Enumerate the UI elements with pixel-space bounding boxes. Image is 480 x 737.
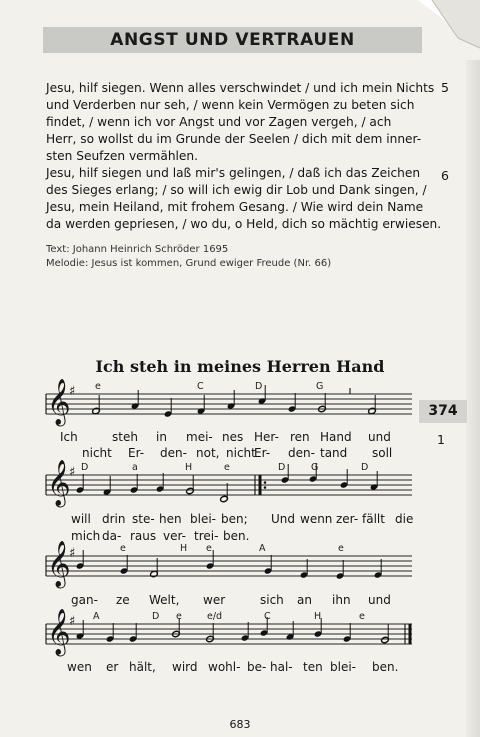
song-title: Ich steh in meines Herren Hand (95, 357, 385, 376)
lyric-syllable: gan- (71, 593, 98, 607)
chord-symbol: e (206, 543, 212, 554)
lyric-syllable: Her- (254, 430, 279, 444)
lyric-syllable: not, (196, 446, 220, 460)
lyric-syllable: ste- (132, 512, 155, 526)
verse-line: Jesu, hilf siegen. Wenn alles verschwindet / und ich mein Nichts (46, 81, 435, 95)
lyric-syllable: und (368, 593, 391, 607)
lyric-syllable: sich (260, 593, 284, 607)
chord-symbol: D (152, 611, 160, 622)
sharp-icon: ♯ (69, 384, 76, 399)
lyric-syllable: da- (102, 529, 122, 543)
chord-symbol: D (278, 462, 286, 473)
lyric-syllable: an (297, 593, 312, 607)
chord-symbol: C (264, 611, 271, 622)
chord-symbol: e (224, 462, 230, 473)
staff-system-3 (46, 556, 412, 576)
lyric-syllable: blei- (190, 512, 216, 526)
chord-symbol: e (338, 543, 344, 554)
lyric-syllable: trei- (194, 529, 219, 543)
lyric-syllable: steh (112, 430, 138, 444)
verse-line: Jesu, mein Heiland, mit frohem Gesang. / Wie wird dein Name (46, 200, 424, 214)
lyric-syllable: ben; (221, 512, 248, 526)
chord-symbol: D (255, 381, 263, 392)
lyric-syllable: wer (203, 593, 226, 607)
lyric-syllable: blei- (330, 660, 356, 674)
lyric-syllable: Und (271, 512, 296, 526)
lyric-syllable: soll (372, 446, 393, 460)
lyric-syllable: fällt (362, 512, 385, 526)
chord-symbol: C (197, 381, 204, 392)
staff-system-2 (46, 475, 412, 495)
melody-credit: Melodie: Jesus ist kommen, Grund ewiger Freude (Nr. 66) (46, 258, 332, 269)
lyric-syllable: mei- (186, 430, 213, 444)
lyric-syllable: nes (222, 430, 244, 444)
lyric-syllable: wird (172, 660, 198, 674)
verse-number: 5 (441, 80, 449, 95)
verse-line: Jesu, hilf siegen und laß mir's gelingen, / daß ich das Zeichen (46, 166, 421, 180)
chord-symbol: e (120, 543, 126, 554)
verse-line: da werden gepriesen, / wo du, o Held, dich so mächtig erwiesen. (46, 217, 442, 231)
verse-line: sten Seufzen vermählen. (46, 149, 199, 163)
lyric-syllable: tand (320, 446, 348, 460)
sharp-icon: ♯ (69, 614, 76, 629)
lyric-syllable: nicht (82, 446, 112, 460)
treble-clef-icon: 𝄞 (47, 379, 71, 425)
lyric-syllable: wohl- (208, 660, 241, 674)
lyric-syllable: die (395, 512, 414, 526)
lyric-syllable: ihn (332, 593, 351, 607)
chord-symbol: A (259, 543, 266, 554)
lyric-syllable: ben. (223, 529, 250, 543)
staff-system-4 (46, 624, 412, 644)
chord-symbol: a (132, 462, 138, 473)
treble-clef-icon: 𝄞 (47, 541, 71, 587)
treble-clef-icon: 𝄞 (47, 609, 71, 655)
lyric-syllable: raus (130, 529, 157, 543)
lyric-syllable: Er- (254, 446, 271, 460)
verse-line: des Sieges erlang; / so will ich ewig dir Lob und Dank singen, / (46, 183, 427, 197)
lyric-syllable: ren (290, 430, 310, 444)
verse-line: Herr, so wollst du im Grunde der Seelen / dich mit dem inner- (46, 132, 422, 146)
chord-symbol: D (81, 462, 89, 473)
lyric-syllable: Ich (60, 430, 78, 444)
sharp-icon: ♯ (69, 546, 76, 561)
chord-symbol: A (93, 611, 100, 622)
verse-line: findet, / wenn ich vor Angst und vor Zagen vergeh, / ach (46, 115, 392, 129)
stanza-number: 1 (437, 432, 445, 447)
lyric-syllable: ver- (163, 529, 186, 543)
lyric-syllable: zer- (336, 512, 359, 526)
text-credit: Text: Johann Heinrich Schröder 1695 (46, 244, 229, 255)
lyric-syllable: in (156, 430, 167, 444)
lyric-syllable: ben. (372, 660, 399, 674)
song-number-badge: 374 (419, 400, 467, 423)
lyric-syllable: drin (102, 512, 126, 526)
lyric-syllable: Welt, (149, 593, 180, 607)
lyric-syllable: wenn (300, 512, 333, 526)
lyric-syllable: wen (67, 660, 92, 674)
verse-number: 6 (441, 168, 449, 183)
lyric-syllable: mich (71, 529, 101, 543)
lyric-syllable: den- (288, 446, 315, 460)
chord-symbol: H (314, 611, 322, 622)
chord-symbol: H (180, 543, 188, 554)
chord-symbol: H (185, 462, 193, 473)
section-title: ANGST UND VERTRAUEN (110, 30, 355, 50)
lyric-syllable: ten (303, 660, 323, 674)
chord-symbol: e/d (207, 611, 223, 622)
lyric-syllable: den- (160, 446, 187, 460)
lyric-syllable: Er- (128, 446, 145, 460)
lyric-syllable: will (71, 512, 91, 526)
lyric-syllable: hen (159, 512, 182, 526)
chord-symbol: G (316, 381, 324, 392)
lyric-syllable: Hand (320, 430, 352, 444)
chord-symbol: D (361, 462, 369, 473)
lyric-syllable: hält, (129, 660, 156, 674)
verse-line: und Verderben nur seh, / wenn kein Vermögen zu beten sich (46, 98, 415, 112)
chord-symbol: e (95, 381, 101, 392)
lyric-syllable: be- (247, 660, 267, 674)
chord-symbol: e (359, 611, 365, 622)
lyric-syllable: er (106, 660, 119, 674)
sharp-icon: ♯ (69, 465, 76, 480)
lyric-syllable: ze (116, 593, 130, 607)
treble-clef-icon: 𝄞 (47, 460, 71, 506)
chord-symbol: G (311, 462, 319, 473)
lyric-syllable: und (368, 430, 391, 444)
page-number: 683 (229, 718, 251, 731)
lyric-syllable: nicht (226, 446, 256, 460)
lyric-syllable: hal- (270, 660, 293, 674)
chord-symbol: e (176, 611, 182, 622)
